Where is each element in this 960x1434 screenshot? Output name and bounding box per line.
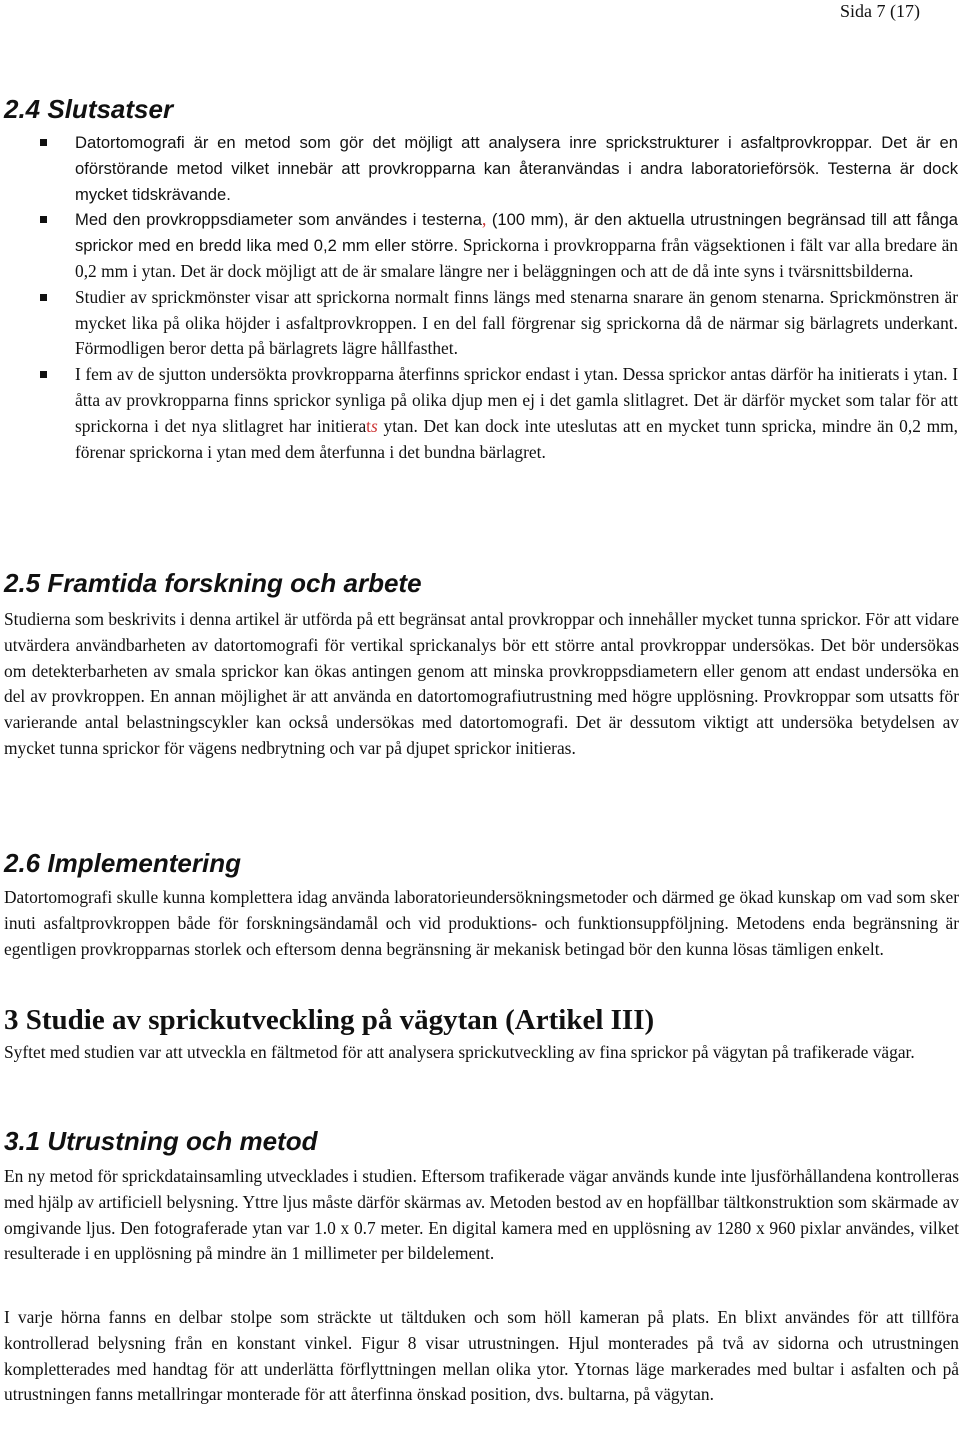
paragraph: Datortomografi skulle kunna komplettera idag använda laboratorieundersökningsmetoder och därmed ge ökad kunskap om vad som sker inuti asfaltprovkroppen både för forskningsändamål och vid produktions- och funktionsuppföljning. Metodens enda begränsning är egentligen provkropparnas storlek och eftersom denna begränsning är mekanisk betingad bör den kunna lösas tämligen enkelt. [4,887,959,959]
tracked-change-mark: t [366,415,372,436]
paragraph: Studierna som beskrivits i denna artikel är utförda på ett begränsat antal provkroppar och innehåller mycket tunna sprickor. För att vidare utvärdera användbarheten av datortomografi för vertikal sprickanalys bör ett större antal provkroppar undersökas. Det bör undersökas om detekterbarheten av smala sprickor kan ökas antingen genom att minska provkroppsdiametern eller genom att endast undersöka en del av provkroppen. En annan möjlighet är att använda en datortomografiutrustning med högre upplösning. Provkroppar som utsatts för varierande antal belastningscykler kan också undersökas med datortomografi. Det är dessutom viktigt att undersöka betydelsen av mycket tunna sprickor för vägens nedbrytning och var på djupet sprickor initieras. [4,609,959,758]
list-item [0,207,960,284]
square-bullet-icon [40,294,47,301]
bullet-text: I fem av de sjutton undersökta provkropparna återfinns sprickor endast i ytan. Dessa sprickor antas därför ha initierats i ytan. I åtta av provkropparna finns sprickor synliga på olika djup men ej i det gamla slitlagret. Det är därför mycket som talar för att sprickorna i det nya slitlagret har initiera [75,364,958,436]
list-item [0,285,960,362]
heading-2-6-implementering: 2.6 Implementering [4,848,241,878]
heading-2-4-slutsatser: 2.4 Slutsatser [4,94,174,124]
page-number: Sida 7 (17) [840,1,920,21]
paragraph: I varje hörna fanns en delbar stolpe som sträckte ut tältduken och som höll kameran på plats. En blixt användes för att tillföra kontrollerad belysning från en konstant vinkel. Figur 8 visar utrustningen. Hjul monterades på två av sidorna och utrustningen kompletterades med handtag för att underlätta förflyttningen mellan olika ytor. Ytornas läge markerades med bultar i asfalten och på utrustningen fanns metallringar monterade för att återfinna önskad position, dvs. bultarna, på vägytan. [4,1307,959,1405]
square-bullet-icon [40,139,47,146]
heading-3-1-utrustning: 3.1 Utrustning och metod [4,1126,318,1156]
bullet-text: (100 mm), är den aktuella utrustningen begränsad till att fånga sprickor med en bredd lika med 0,2 mm eller större. [75,210,958,256]
paragraph: En ny metod för sprickdatainsamling utvecklades i studien. Eftersom trafikerade vägar används kunde inte ljusförhållandena kontrolleras med hjälp av artificiell belysning. Yttre ljus måste därför skärmas av. Metoden bestod av en hopfällbar tältkonstruktion som skärmade av omgivande ljus. Den fotograferade ytan var 1.0 x 0.7 meter. En digital kamera med en upplösning av 1280 x 960 pixlar användes, vilket resulterade i en upplösning på mindre än 1 millimeter per bildelement. [4,1166,959,1264]
square-bullet-icon [40,216,47,223]
bullet-text: Studier av sprickmönster visar att sprickorna normalt finns längs med stenarna snarare än genom stenarna. Sprickmönstren är mycket lika på olika höjder i asfaltprovkroppen. I en del fall förgrenar sig sprickorna då de närmar sig bärlagrets underkant. Förmodligen beror detta på bärlagrets lägre hållfasthet. [75,286,958,359]
bullet-text: Med den provkroppsdiameter som användes i testerna [75,210,482,230]
tracked-change-mark: s [371,415,378,436]
paragraph: Syftet med studien var att utveckla en fältmetod för att analysera sprickutveckling av fina sprickor på vägytan på trafikerade vägar. [4,1042,915,1062]
bullet-text: Det är dock möjligt att de är smalare längre ner i beläggningen och att de då inte syns i tvärsnittsbilderna. [175,260,914,281]
tracked-change-mark: , [481,209,487,230]
bullet-text: Datortomografi är en metod som gör det möjligt att analysera inre sprickstrukturer i asfaltprovkroppar. Det är en oförstörande metod vilket innebär att provkropparna kan återanvändas i andra laboratorieförsök. Testerna är dock mycket tidskrävande. [75,133,958,204]
square-bullet-icon [40,371,47,378]
heading-3-studie: 3 Studie av sprickutveckling på vägytan (Artikel III) [4,1004,655,1036]
list-item [0,362,960,465]
heading-2-5-framtida-forskning: 2.5 Framtida forskning och arbete [4,568,422,598]
bullet-text: ytan. Det kan dock inte uteslutas att en mycket tunn spricka, mindre än 0,2 mm, förenar sprickorna i ytan med dem återfunna i det bundna bärlagret. [75,415,958,462]
list-item [0,130,960,207]
conclusions-list [0,130,960,465]
bullet-text: Sprickorna i provkropparna från vägsektionen i fält var alla bredare än 0,2 mm i ytan. [75,235,958,281]
